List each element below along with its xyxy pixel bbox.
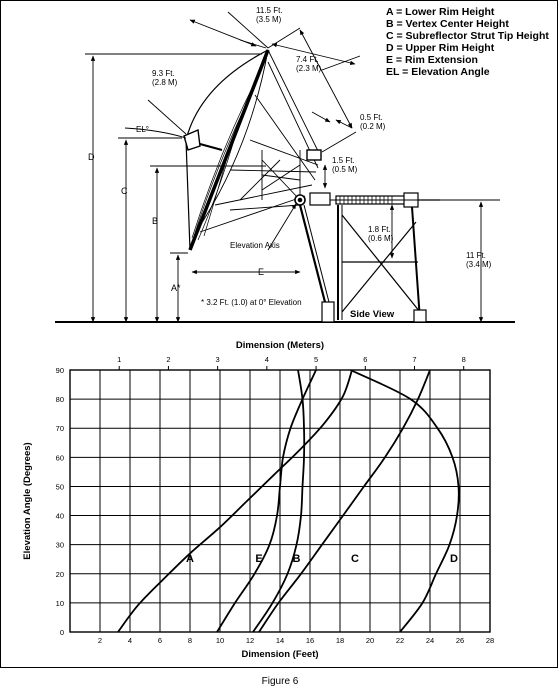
x2-tick-label: 2 <box>166 355 171 364</box>
series-line-c <box>259 370 430 632</box>
x-tick-label: 10 <box>215 636 225 645</box>
dim-width-m: (3.5 M) <box>256 15 282 24</box>
chart-series <box>118 370 459 632</box>
y-tick-label: 40 <box>55 511 64 521</box>
dim-post-ft: 1.8 Ft. <box>368 225 391 234</box>
y-tick-label: 50 <box>55 482 64 492</box>
x-axis-label: Dimension (Feet) <box>241 649 319 660</box>
y-axis-label: Elevation Angle (Degrees) <box>22 442 33 560</box>
series-line-d <box>351 370 459 632</box>
x2-tick-label: 8 <box>461 355 466 364</box>
figure-caption: Figure 6 <box>261 676 299 687</box>
el-label: EL° <box>136 125 149 134</box>
legend-item: EL = Elevation Angle <box>386 66 490 78</box>
x-tick-label: 24 <box>425 636 435 645</box>
y-tick-label: 0 <box>59 628 64 637</box>
label-e: E <box>258 267 265 277</box>
elevation-axis-label: Elevation Axis <box>230 241 280 250</box>
y-tick-label: 20 <box>55 569 64 579</box>
x2-tick-label: 4 <box>264 355 269 364</box>
x2-tick-label: 3 <box>215 355 220 364</box>
label-a: A* <box>171 283 181 293</box>
x2-tick-label: 6 <box>363 355 368 364</box>
x-tick-label: 16 <box>305 636 315 645</box>
series-label-b: B <box>292 552 301 565</box>
legend-item: C = Subreflector Strut Tip Height <box>386 30 549 42</box>
x-tick-label: 12 <box>245 636 255 645</box>
x-tick-label: 22 <box>395 636 405 645</box>
dim-diag-ft: 9.3 Ft. <box>152 69 175 78</box>
dim-post-m: (0.6 M) <box>368 234 394 243</box>
series-label-d: D <box>450 552 458 565</box>
x-tick-label: 2 <box>97 636 103 645</box>
x-tick-label: 20 <box>365 636 375 645</box>
x-tick-label: 8 <box>187 636 193 645</box>
dim-hub-m: (0.5 M) <box>332 165 358 174</box>
dim-focal-ft: 7.4 Ft. <box>296 55 319 64</box>
dim-focal-m: (2.3 M) <box>296 64 322 73</box>
series-label-c: C <box>351 552 359 565</box>
dim-width-ft: 11.5 Ft. <box>256 6 283 15</box>
series-line-a <box>118 370 352 632</box>
legend-item: B = Vertex Center Height <box>386 18 509 30</box>
label-b: B <box>152 216 159 226</box>
y-tick-label: 90 <box>55 366 64 375</box>
y-tick-label: 80 <box>55 395 64 405</box>
series-label-e: E <box>255 552 263 565</box>
legend-item: A = Lower Rim Height <box>386 6 495 18</box>
side-view-label: Side View <box>350 309 395 320</box>
y-tick-label: 60 <box>55 453 64 463</box>
x-tick-label: 14 <box>275 636 285 645</box>
dim-axis-m: (3.4 M) <box>466 260 492 269</box>
legend-item: D = Upper Rim Height <box>386 42 495 54</box>
y-tick-label: 30 <box>55 540 64 550</box>
y-tick-label: 70 <box>55 424 64 434</box>
series-label-a: A <box>186 552 194 565</box>
dim-diag-m: (2.8 M) <box>152 78 178 87</box>
dim-small-m: (0.2 M) <box>360 122 386 131</box>
x-tick-label: 18 <box>335 636 345 645</box>
x2-tick-label: 7 <box>412 355 417 364</box>
x-tick-label: 6 <box>157 636 163 645</box>
x-tick-label: 26 <box>455 636 465 645</box>
x-tick-label: 4 <box>127 636 133 645</box>
label-c: C <box>121 186 128 196</box>
chart-ticks <box>56 355 495 645</box>
legend-item: E = Rim Extension <box>386 54 478 66</box>
x-tick-label: 28 <box>485 636 495 645</box>
dim-hub-ft: 1.5 Ft. <box>332 156 355 165</box>
dim-axis-ft: 11 Ft. <box>466 251 486 260</box>
x2-axis-label: Dimension (Meters) <box>235 340 325 351</box>
dim-small-ft: 0.5 Ft. <box>360 113 383 122</box>
x2-tick-label: 1 <box>117 355 122 364</box>
y-tick-label: 10 <box>55 598 64 608</box>
label-d: D <box>88 152 95 162</box>
footnote: * 3.2 Ft. (1.0) at 0° Elevation <box>201 298 302 307</box>
x2-tick-label: 5 <box>313 355 319 364</box>
